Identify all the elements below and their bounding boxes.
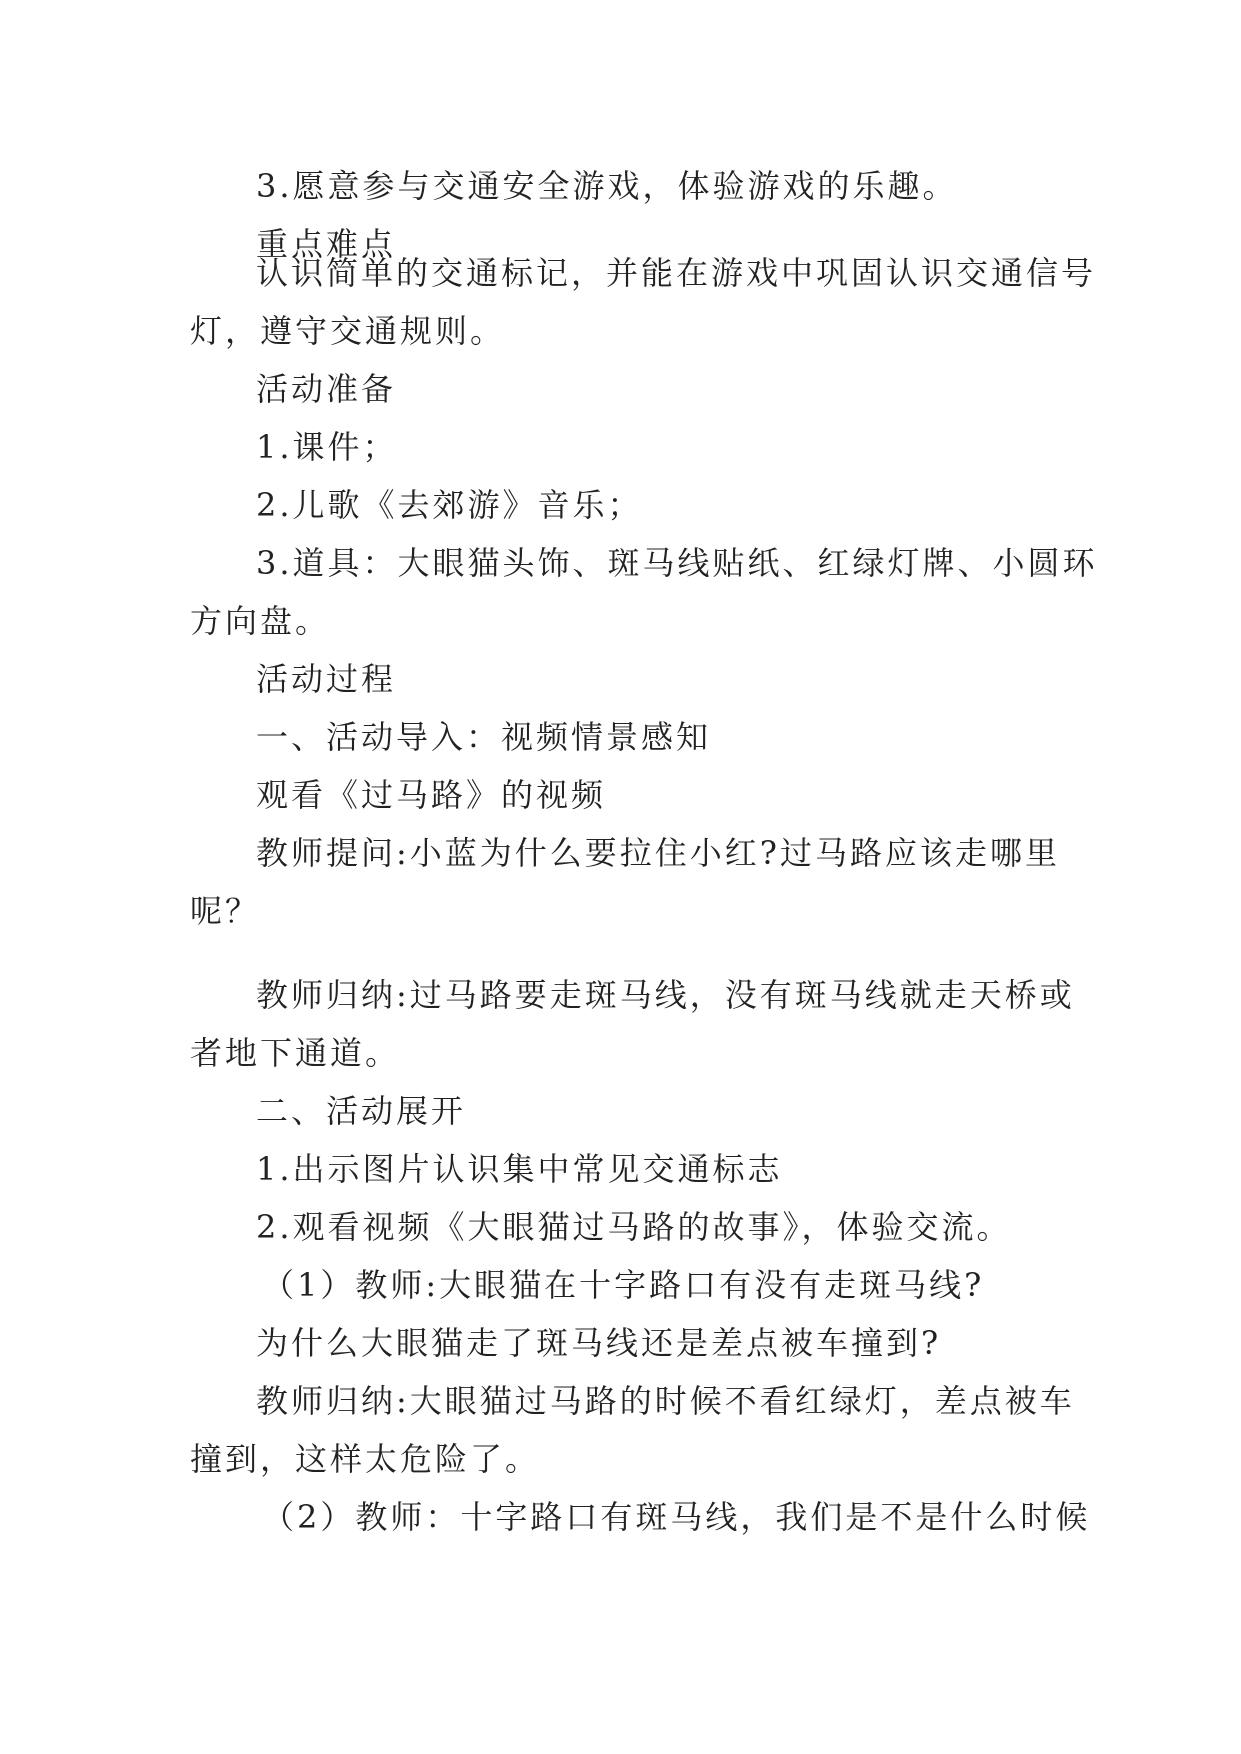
text-line-prep-3-cont: 方向盘。 xyxy=(190,602,331,640)
text-line-teacher-summary-cont: 者地下通道。 xyxy=(190,1034,401,1072)
text-line-step-1: 1.出示图片认识集中常见交通标志 xyxy=(256,1150,783,1188)
text-line-teacher-question: 教师提问:小蓝为什么要拉住小红?过马路应该走哪里 xyxy=(256,834,1060,872)
text-line-teacher-summary: 教师归纳:过马路要走斑马线，没有斑马线就走天桥或 xyxy=(256,976,1075,1014)
text-line-question-2: （2）教师：十字路口有斑马线，我们是不是什么时候 xyxy=(262,1498,1091,1536)
text-line-question-1: （1）教师:大眼猫在十字路口有没有走斑马线? xyxy=(262,1266,985,1304)
text-line-teacher-question-cont: 呢？ xyxy=(190,892,261,930)
text-line-summary-2-cont: 撞到，这样太危险了。 xyxy=(190,1440,541,1478)
text-line-prep-3: 3.道具：大眼猫头饰、斑马线贴纸、红绿灯牌、小圆环 xyxy=(256,544,1098,582)
text-line-prep-1: 1.课件； xyxy=(256,428,398,466)
text-line-summary-2: 教师归纳:大眼猫过马路的时候不看红绿灯，差点被车 xyxy=(256,1382,1075,1420)
text-line-prep-2: 2.儿歌《去郊游》音乐； xyxy=(256,486,643,524)
heading-activity-process: 活动过程 xyxy=(256,660,397,698)
heading-activity-preparation: 活动准备 xyxy=(256,370,397,408)
heading-key-difficulties: 重点难点 xyxy=(256,225,397,263)
text-line-key-points-1: 认识简单的交通标记，并能在游戏中巩固认识交通信号 xyxy=(256,254,1097,292)
text-line-watch-video: 观看《过马路》的视频 xyxy=(256,776,607,814)
heading-section-2: 二、活动展开 xyxy=(256,1092,467,1130)
text-line-goal-3: 3.愿意参与交通安全游戏，体验游戏的乐趣。 xyxy=(256,167,958,205)
text-line-step-2: 2.观看视频《大眼猫过马路的故事》，体验交流。 xyxy=(256,1208,1012,1246)
heading-section-1: 一、活动导入：视频情景感知 xyxy=(256,718,712,756)
text-line-key-points-2: 灯，遵守交通规则。 xyxy=(190,312,506,350)
text-line-question-1-b: 为什么大眼猫走了斑马线还是差点被车撞到? xyxy=(256,1324,942,1362)
